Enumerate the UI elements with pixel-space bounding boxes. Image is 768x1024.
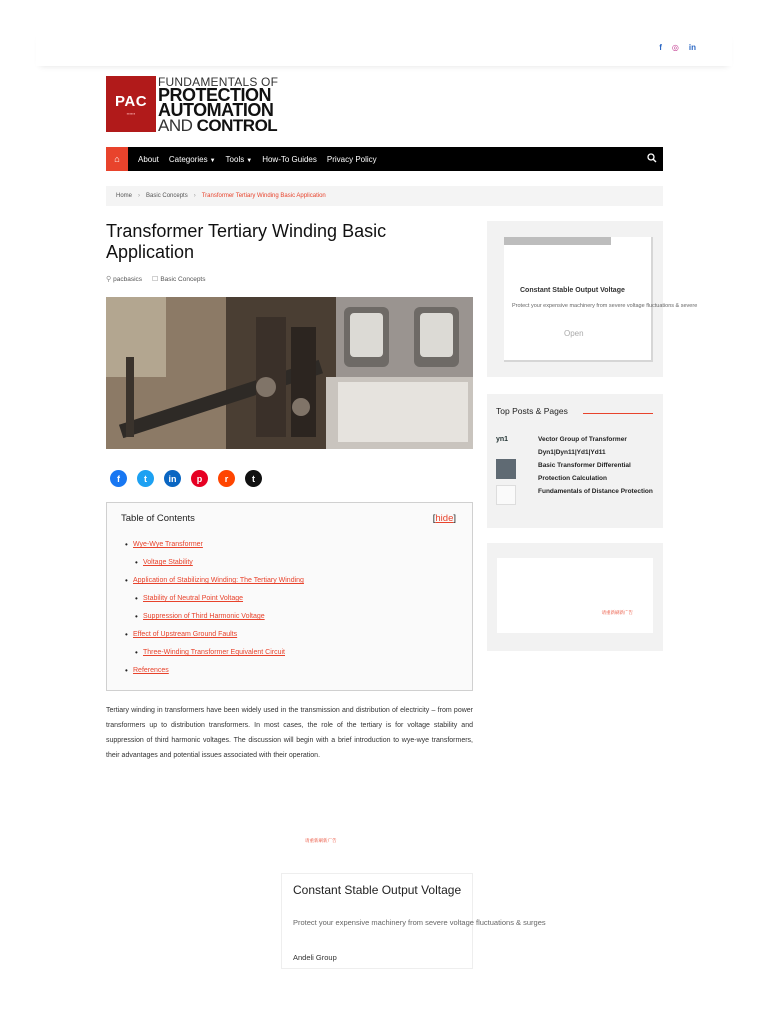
- folder-icon: ☐: [152, 276, 159, 283]
- logo-mark: PAC ▪▪▪▪▪▪: [106, 76, 156, 132]
- toc-link[interactable]: • Wye-Wye Transformer: [125, 541, 304, 559]
- toc-link[interactable]: • Three-Winding Transformer Equivalent Circuit: [135, 649, 304, 667]
- twitter-icon[interactable]: t: [137, 470, 154, 487]
- ad-headline: Constant Stable Output Voltage: [520, 287, 625, 294]
- ad-open-button[interactable]: Open: [564, 329, 584, 338]
- sidebar-ad[interactable]: [497, 558, 653, 633]
- breadcrumb-home[interactable]: Home: [116, 193, 133, 199]
- category-link[interactable]: Basic Concepts: [160, 275, 206, 283]
- featured-image: [106, 297, 473, 449]
- breadcrumb-current: Transformer Tertiary Winding Basic Application: [201, 193, 326, 199]
- user-icon: ⚲: [106, 276, 112, 283]
- nav-categories[interactable]: Categories ▼: [168, 154, 216, 164]
- breadcrumb: [106, 186, 663, 206]
- ad-description: Protect your expensive machinery from severe voltage fluctuations & surges: [293, 918, 546, 927]
- tumblr-icon[interactable]: t: [245, 470, 262, 487]
- ad-headline: Constant Stable Output Voltage: [293, 883, 462, 897]
- toc-link[interactable]: • References: [125, 667, 304, 685]
- reddit-icon[interactable]: r: [218, 470, 235, 487]
- social-links: [659, 43, 696, 53]
- ad-brand: Andeli Group: [293, 953, 337, 962]
- toc-title: Table of Contents: [121, 513, 195, 524]
- title-underline: [583, 413, 653, 414]
- main-nav: [106, 147, 663, 171]
- toc-link[interactable]: • Voltage Stability: [135, 559, 304, 577]
- ad-label: 请重新刷新广告: [601, 610, 633, 615]
- facebook-icon[interactable]: f: [110, 470, 127, 487]
- share-buttons: [110, 470, 262, 487]
- chevron-right-icon: ›: [193, 193, 196, 199]
- widget-title: Top Posts & Pages: [496, 406, 568, 416]
- toc-hide-toggle: [hide]: [432, 513, 456, 524]
- ad-card[interactable]: [281, 873, 546, 969]
- post-thumbnail: [496, 485, 516, 505]
- nav-tools[interactable]: Tools ▼: [225, 154, 253, 164]
- ad-label: 请重新刷新广告: [305, 838, 337, 843]
- toc-hide-link[interactable]: hide: [435, 513, 454, 524]
- article-intro: Tertiary winding in transformers have been widely used in the transmission and distribution of electricity – from power transformers up to distribution transformers. In most cases, the role of the tertiary is for voltage stability and suppression of third harmonic voltages. The discussion will begin with a brief introduction to wye-wye transformers, their advantages and potential issues associated with their operation.: [106, 707, 473, 759]
- breadcrumb-section[interactable]: Basic Concepts: [146, 193, 188, 199]
- sidebar-ad[interactable]: [504, 237, 698, 362]
- article-meta: [106, 275, 206, 283]
- chevron-right-icon: ›: [138, 193, 141, 199]
- toc-link[interactable]: • Suppression of Third Harmonic Voltage: [135, 613, 304, 631]
- post-title[interactable]: Fundamentals of Distance Protection: [538, 488, 653, 495]
- instagram-icon[interactable]: ◎: [671, 43, 679, 52]
- nav-privacy-policy[interactable]: Privacy Policy: [326, 154, 377, 164]
- author-link[interactable]: pacbasics: [113, 275, 143, 283]
- page-title: Transformer Tertiary Winding Basic Application: [106, 221, 387, 262]
- ad-image-placeholder: [504, 237, 611, 245]
- ad-description: Protect your expensive machinery from severe voltage fluctuations & severe: [512, 303, 698, 309]
- search-icon[interactable]: [647, 153, 657, 163]
- pinterest-icon[interactable]: p: [191, 470, 208, 487]
- post-thumbnail: [496, 459, 516, 479]
- post-thumbnail: yn1: [496, 436, 509, 443]
- home-icon[interactable]: ⌂: [106, 147, 128, 171]
- nav-about[interactable]: About: [138, 154, 159, 164]
- logo-wordmark: FUNDAMENTALS OF PROTECTION AUTOMATION AND CONTROL: [158, 75, 279, 135]
- toc-list: [125, 541, 304, 685]
- caret-down-icon: ▼: [209, 157, 216, 164]
- linkedin-icon[interactable]: in: [688, 43, 696, 52]
- site-logo[interactable]: [106, 76, 278, 134]
- nav-how-to-guides[interactable]: How-To Guides: [262, 154, 317, 164]
- caret-down-icon: ▼: [246, 157, 253, 164]
- table-of-contents: [106, 502, 473, 691]
- top-bar: [36, 30, 732, 66]
- toc-link[interactable]: • Stability of Neutral Point Voltage: [135, 595, 304, 613]
- toc-link[interactable]: • Application of Stabilizing Winding: The Tertiary Winding: [125, 577, 304, 595]
- post-title[interactable]: Basic Transformer Differential Protection Calculation: [538, 462, 631, 482]
- post-title[interactable]: Vector Group of Transformer Dyn1|Dyn11|Yd1|Yd11: [538, 436, 627, 456]
- linkedin-icon[interactable]: in: [164, 470, 181, 487]
- facebook-icon[interactable]: f: [659, 43, 662, 52]
- toc-link[interactable]: • Effect of Upstream Ground Faults: [125, 631, 304, 649]
